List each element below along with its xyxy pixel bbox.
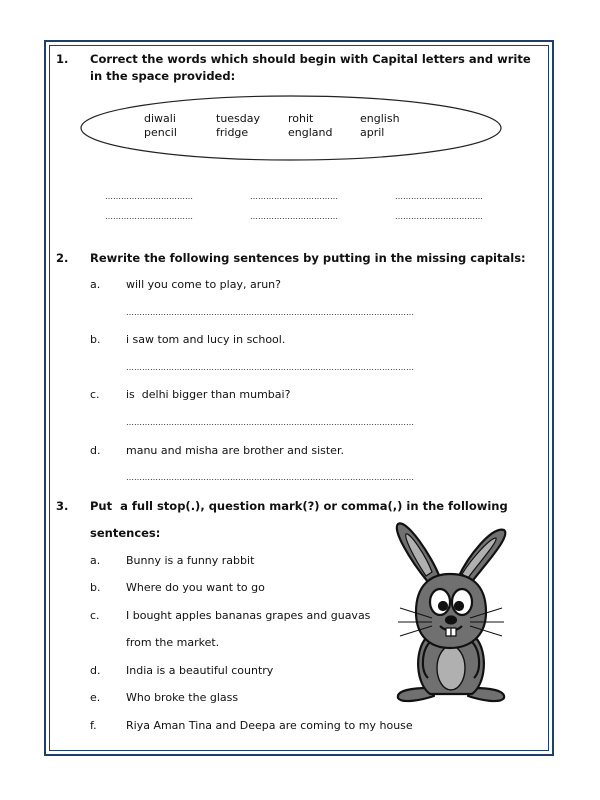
q1-word: english	[360, 112, 400, 125]
q3-item-letter: e.	[90, 691, 101, 704]
q3-item-letter: f.	[90, 719, 97, 732]
q2-item-text: will you come to play, arun?	[126, 278, 281, 291]
q3-item-text: Who broke the glass	[126, 691, 239, 704]
q1-word: pencil	[144, 126, 177, 139]
q1-answer-line[interactable]: ……………………………	[105, 212, 193, 221]
q2-item-letter: a.	[90, 278, 101, 291]
q2-prompt: Rewrite the following sentences by putting in the missing capitals:	[90, 251, 526, 265]
q3-item-letter: a.	[90, 554, 101, 567]
q3-item-letter: d.	[90, 664, 101, 677]
q3-item-text: Where do you want to go	[126, 581, 265, 594]
q1-answer-line[interactable]: ……………………………	[250, 212, 338, 221]
q2-answer-line[interactable]: ………………………………………………………………………………………………	[126, 308, 414, 317]
q1-answer-line[interactable]: ……………………………	[250, 192, 338, 201]
q1-word: rohit	[288, 112, 314, 125]
q3-prompt-line2: sentences:	[90, 526, 161, 540]
q1-word: diwali	[144, 112, 176, 125]
q2-item-letter: b.	[90, 333, 101, 346]
q1-answer-line[interactable]: ……………………………	[105, 192, 193, 201]
q2-item-letter: d.	[90, 444, 101, 457]
q1-prompt: Correct the words which should begin with Capital letters and write in the space provided:	[90, 52, 531, 83]
q1-word: england	[288, 126, 333, 139]
q2-answer-line[interactable]: ………………………………………………………………………………………………	[126, 473, 414, 482]
q3-prompt-line1: Put a full stop(.), question mark(?) or comma(,) in the following	[90, 499, 508, 513]
q2-answer-line[interactable]: ………………………………………………………………………………………………	[126, 363, 414, 372]
q3-item-text: I bought apples bananas grapes and guavas	[126, 609, 371, 622]
q2-answer-line[interactable]: ………………………………………………………………………………………………	[126, 418, 414, 427]
q3-item-text: from the market.	[126, 636, 220, 649]
q3-item-letter: b.	[90, 581, 101, 594]
q3-item-text: Riya Aman Tina and Deepa are coming to my house	[126, 719, 413, 732]
q2-item-text: is delhi bigger than mumbai?	[126, 388, 291, 401]
q2-item-letter: c.	[90, 388, 100, 401]
q1-answer-line[interactable]: ……………………………	[395, 212, 483, 221]
q2-number: 2.	[56, 251, 69, 265]
q1-word: fridge	[216, 126, 249, 139]
q3-number: 3.	[56, 499, 69, 513]
q2-item-text: i saw tom and lucy in school.	[126, 333, 286, 346]
q3-item-letter: c.	[90, 609, 100, 622]
q3-item-text: India is a beautiful country	[126, 664, 274, 677]
rabbit-icon	[370, 520, 530, 710]
q1-word: tuesday	[216, 112, 261, 125]
q1-answer-line[interactable]: ……………………………	[395, 192, 483, 201]
q2-item-text: manu and misha are brother and sister.	[126, 444, 344, 457]
q1-number: 1.	[56, 52, 69, 66]
q1-word: april	[360, 126, 385, 139]
q3-item-text: Bunny is a funny rabbit	[126, 554, 255, 567]
